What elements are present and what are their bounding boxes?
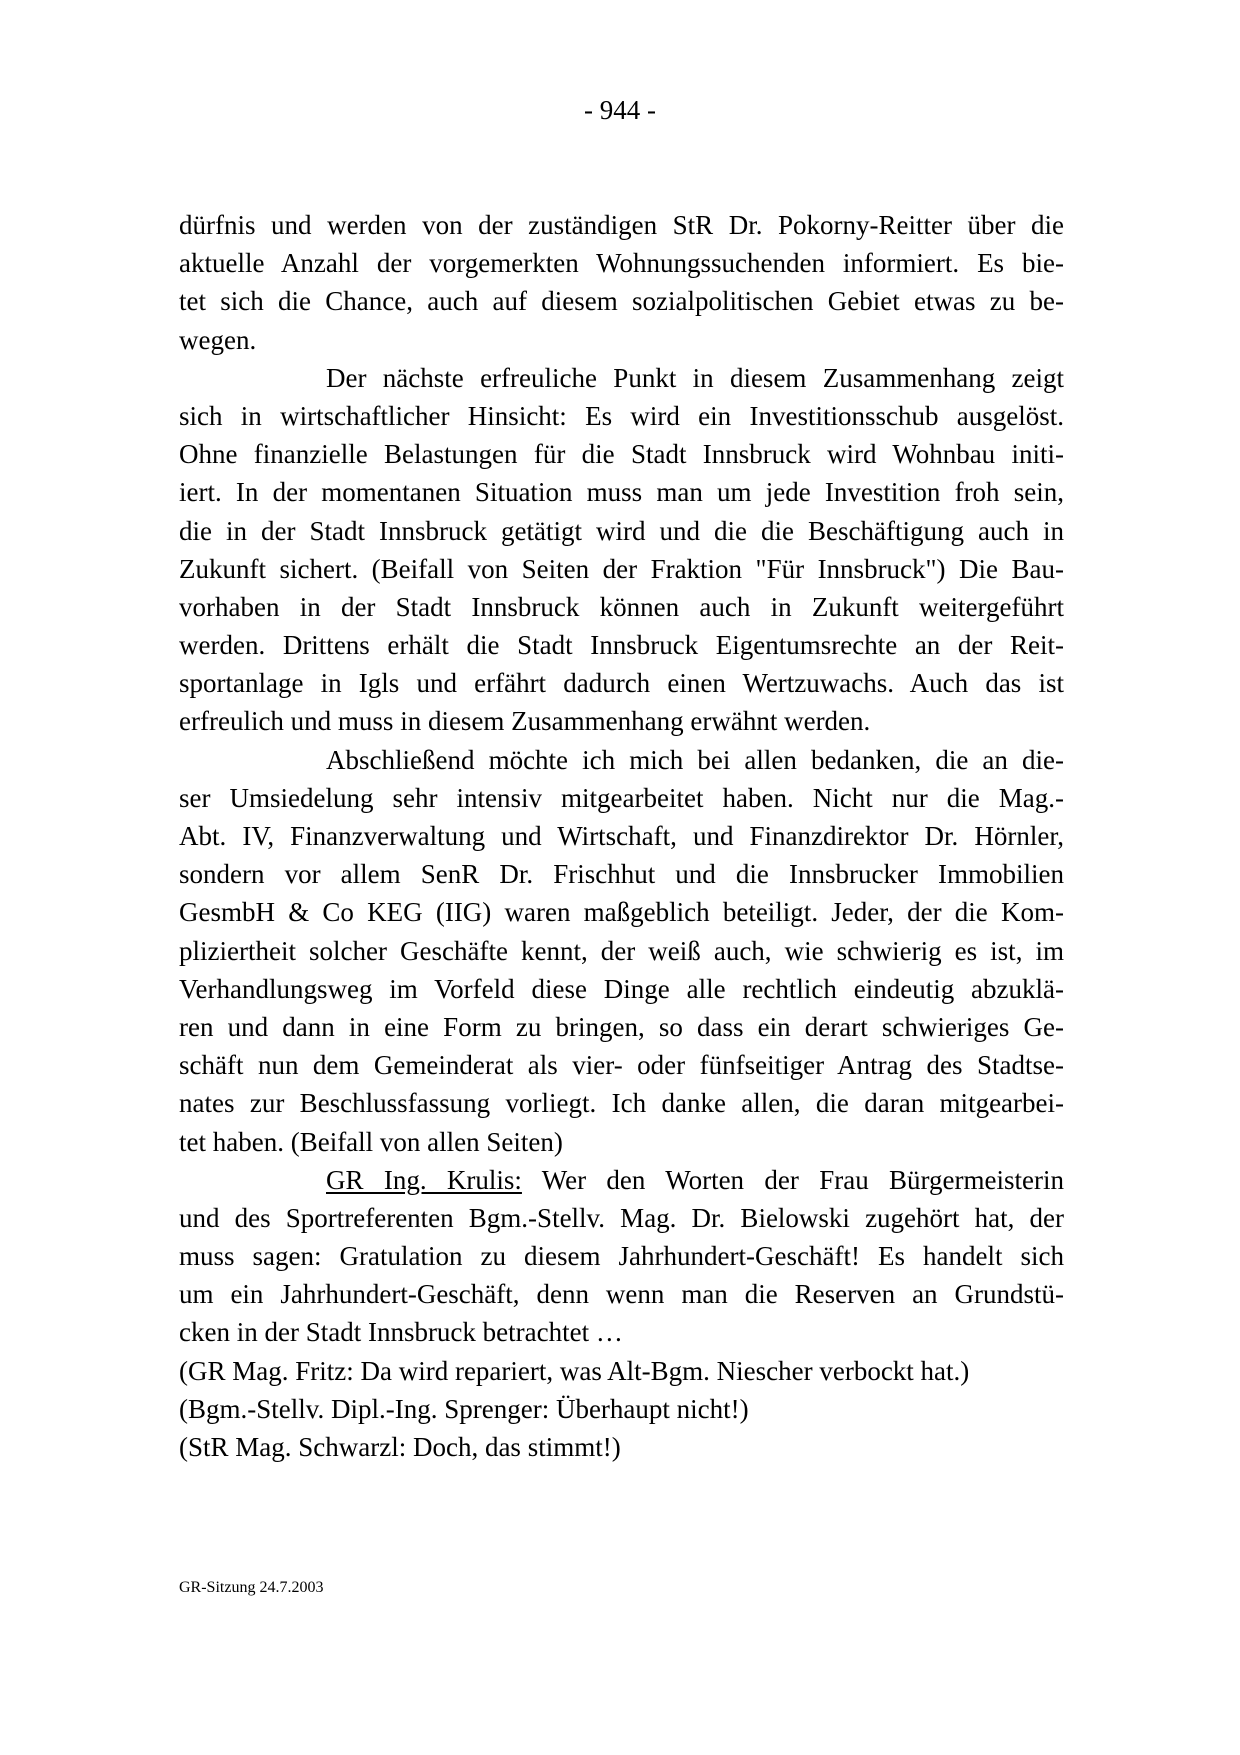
- speaker-text: Wer den Worten der Frau Bürgermeisterin: [521, 1164, 1065, 1195]
- text-line: nates zur Beschlussfassung vorliegt. Ich danke allen, die daran mitgearbei-: [179, 1088, 1064, 1119]
- text-line: ren und dann in eine Form zu bringen, so dass ein derart schwieriges Ge-: [179, 1011, 1064, 1042]
- footer: GR-Sitzung 24.7.2003: [179, 1579, 324, 1596]
- body-text: [179, 206, 1064, 1466]
- text-line: dürfnis und werden von der zuständigen StR Dr. Pokorny-Reitter über die: [179, 210, 1064, 240]
- page-number: - 944 -: [584, 95, 656, 125]
- text-line: erfreulich und muss in diesem Zusammenhang erwähnt werden.: [179, 706, 871, 737]
- text-line: tet haben. (Beifall von allen Seiten): [179, 1126, 563, 1157]
- text-line: werden. Drittens erhält die Stadt Innsbruck Eigentumsrechte an der Reit-: [179, 630, 1064, 661]
- text-line: Abschließend möchte ich mich bei allen bedanken, die an die-: [326, 744, 1064, 775]
- text-line: schäft nun dem Gemeinderat als vier- oder fünfseitiger Antrag des Stadtse-: [179, 1050, 1064, 1081]
- text-line: cken in der Stadt Innsbruck betrachtet …: [179, 1317, 623, 1348]
- interjection: (StR Mag. Schwarzl: Doch, das stimmt!): [179, 1432, 621, 1462]
- text-line: GesmbH & Co KEG (IIG) waren maßgeblich beteiligt. Jeder, der die Kom-: [179, 897, 1064, 928]
- text-line: Verhandlungsweg im Vorfeld diese Dinge alle rechtlich eindeutig abzuklä-: [179, 973, 1064, 1004]
- text-line: sich in wirtschaftlicher Hinsicht: Es wird ein Investitionsschub ausgelöst.: [179, 400, 1064, 431]
- text-line: pliziertheit solcher Geschäfte kennt, der weiß auch, wie schwierig es ist, im: [179, 935, 1064, 966]
- speaker-name: GR Ing. Krulis:: [326, 1164, 522, 1195]
- speaker-line: [179, 1161, 1064, 1199]
- text-line: sportanlage in Igls und erfährt dadurch einen Wertzuwachs. Auch das ist: [179, 668, 1064, 699]
- text-line: Zukunft sichert. (Beifall von Seiten der Fraktion "Für Innsbruck") Die Bau-: [179, 553, 1064, 584]
- interjection: (Bgm.-Stellv. Dipl.-Ing. Sprenger: Überhaupt nicht!): [179, 1393, 749, 1424]
- text-line: Der nächste erfreuliche Punkt in diesem Zusammenhang zeigt: [326, 362, 1064, 393]
- text-line: sondern vor allem SenR Dr. Frischhut und die Innsbrucker Immobilien: [179, 859, 1064, 890]
- text-line: Ohne finanzielle Belastungen für die Stadt Innsbruck wird Wohnbau initi-: [179, 439, 1064, 470]
- text-line: muss sagen: Gratulation zu diesem Jahrhundert-Geschäft! Es handelt sich: [179, 1241, 1064, 1272]
- text-line: Abt. IV, Finanzverwaltung und Wirtschaft, und Finanzdirektor Dr. Hörnler,: [179, 821, 1064, 851]
- text-line: aktuelle Anzahl der vorgemerkten Wohnungssuchenden informiert. Es bie-: [179, 248, 1064, 279]
- text-line: vorhaben in der Stadt Innsbruck können auch in Zukunft weitergeführt: [179, 591, 1064, 622]
- text-line: iert. In der momentanen Situation muss man um jede Investition froh sein,: [179, 477, 1064, 508]
- text-line: um ein Jahrhundert-Geschäft, denn wenn man die Reserven an Grundstü-: [179, 1279, 1064, 1310]
- interjection: (GR Mag. Fritz: Da wird repariert, was Alt-Bgm. Niescher verbockt hat.): [179, 1355, 970, 1386]
- text-line: tet sich die Chance, auch auf diesem sozialpolitischen Gebiet etwas zu be-: [179, 286, 1064, 317]
- text-line: wegen.: [179, 324, 257, 355]
- text-line: ser Umsiedelung sehr intensiv mitgearbeitet haben. Nicht nur die Mag.-: [179, 782, 1064, 813]
- text-line: und des Sportreferenten Bgm.-Stellv. Mag. Dr. Bielowski zugehört hat, der: [179, 1202, 1064, 1233]
- text-line: die in der Stadt Innsbruck getätigt wird und die die Beschäftigung auch in: [179, 515, 1064, 546]
